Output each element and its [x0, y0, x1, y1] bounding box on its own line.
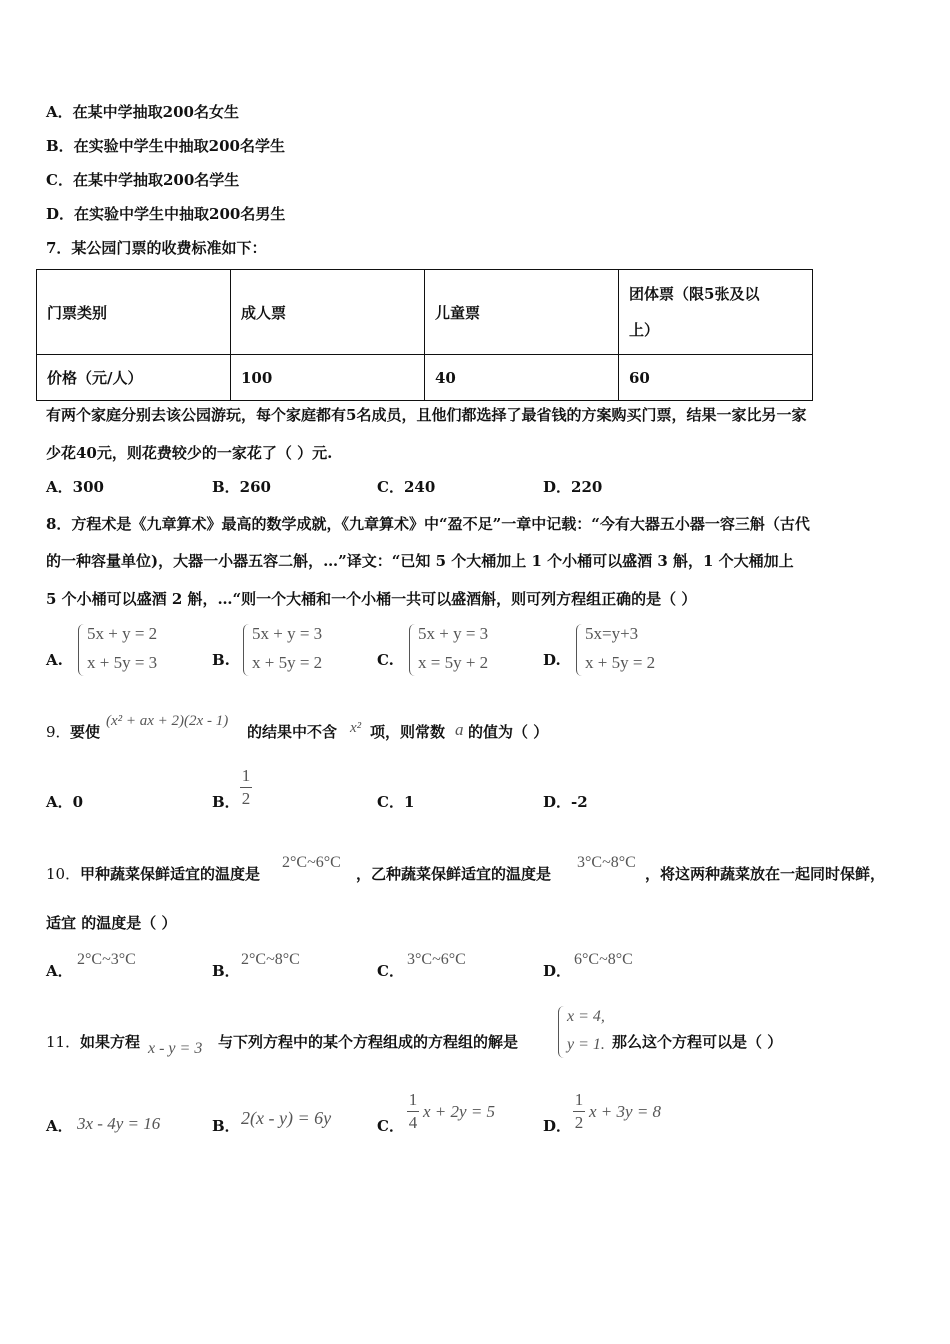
q10-number: 10． [46, 865, 81, 883]
q7-option-a: A．300 [46, 478, 104, 496]
q9-text-1: 要使 [70, 723, 101, 741]
q9-expression: (x² + ax + 2)(2x - 1) [106, 713, 229, 729]
table-cell: 儿童票 [425, 270, 619, 355]
q10-option-a: 2°C~3°C [77, 951, 136, 968]
q9-option-c: C．1 [377, 793, 415, 811]
q10-label-a: A． [46, 962, 73, 980]
q8-label-b: B. [212, 651, 230, 669]
q9-option-b: B． [212, 793, 240, 811]
q11-option-a: 3x - 4y = 16 [77, 1114, 161, 1133]
denominator: 2 [574, 1113, 584, 1132]
q9-text-4: 的值为（ ） [468, 723, 549, 741]
q9-text-3: 项，则常数 [370, 723, 446, 741]
q11-text-2: 与下列方程中的某个方程组成的方程组的解是 [218, 1033, 519, 1051]
table-cell: 60 [619, 355, 813, 401]
table-cell: 40 [425, 355, 619, 401]
q9-number: 9． [46, 723, 71, 741]
table-row [37, 270, 813, 355]
equation: x = 5y + 2 [418, 653, 489, 672]
q7-option-c: C．240 [377, 478, 436, 496]
ticket-price-table [36, 269, 813, 401]
q11-label-d: D． [543, 1117, 572, 1135]
q10-option-d: 6°C~8°C [574, 951, 633, 968]
numerator: 1 [574, 1090, 584, 1109]
q10-label-b: B． [212, 962, 240, 980]
q11-option-c: x + 2y = 5 [423, 1102, 496, 1121]
equation: x + 5y = 2 [585, 653, 656, 672]
q11-text-3: 那么这个方程可以是（ ） [612, 1033, 783, 1051]
q8-label-d: D. [543, 651, 561, 669]
q9-x-squared: x² [350, 720, 362, 736]
q9-a: a [455, 720, 464, 739]
q8-line-2: 的一种容量单位)，大器一小器五容二斛，…”译文：“已知 5 个大桶加上 1 个小桶可以盛酒 3 斛，1 个大桶加上 [46, 552, 794, 570]
equation: 5x + y = 3 [252, 624, 323, 643]
q10-option-b: 2°C~8°C [241, 951, 300, 968]
table-cell: 门票类别 [37, 270, 231, 355]
q9-option-d: D．-2 [543, 793, 588, 811]
q11-label-b: B． [212, 1117, 240, 1135]
solution-x: x = 4, [567, 1008, 605, 1025]
q6-option-d: D．在实验中学生中抽取200名男生 [46, 205, 286, 223]
q11-equation: x - y = 3 [148, 1040, 203, 1057]
q7-text-1: 有两个家庭分别去该公园游玩，每个家庭都有5名成员，且他们都选择了最省钱的方案购买门票，结果一家比另一家 [46, 406, 807, 424]
q7-stem: 7．某公园门票的收费标准如下： [46, 239, 267, 257]
denominator: 2 [241, 789, 251, 808]
denominator: 4 [408, 1113, 418, 1132]
q6-option-b: B．在实验中学生中抽取200名学生 [46, 137, 285, 155]
table-cell [619, 270, 813, 355]
q11-text-1: 如果方程 [80, 1033, 141, 1051]
q9-fraction [240, 766, 252, 809]
q9-text-2: 的结果中不含 [247, 723, 338, 741]
group-ticket-label-cont: 上） [629, 321, 660, 339]
q10-label-d: D． [543, 962, 572, 980]
q10-range-1: 2°C~6°C [282, 854, 341, 871]
group-ticket-label: 团体票（限5张及以 [629, 285, 760, 303]
q8-line-3: 5 个小桶可以盛酒 2 斛，…“则一个大桶和一个小桶一共可以盛酒斛，则可列方程组正确的是（ ） [46, 590, 697, 608]
q11-option-c-fraction [407, 1090, 419, 1133]
table-cell: 成人票 [231, 270, 425, 355]
q10-option-c: 3°C~6°C [407, 951, 466, 968]
equation: 5x + y = 2 [87, 624, 158, 643]
q11-option-b: 2(x - y) = 6y [241, 1108, 332, 1128]
q9-option-a: A．0 [46, 793, 84, 811]
q6-option-c: C．在某中学抽取200名学生 [46, 171, 240, 189]
q7-option-b: B．260 [212, 478, 271, 496]
equation: x + 5y = 3 [87, 653, 158, 672]
equation: 5x=y+3 [585, 624, 639, 643]
numerator: 1 [241, 766, 251, 785]
q7-text-2: 少花40元，则花费较少的一家花了（ ）元. [46, 444, 333, 462]
equation: x + 5y = 2 [252, 653, 323, 672]
q8-label-c: C. [377, 651, 394, 669]
q11-option-d: x + 3y = 8 [589, 1102, 662, 1121]
q7-option-d: D．220 [543, 478, 603, 496]
q10-range-2: 3°C~8°C [577, 854, 636, 871]
q10-text-3: ，将这两种蔬菜放在一起同时保鲜， [645, 865, 886, 883]
q10-text-2: ，乙种蔬菜保鲜适宜的温度是 [356, 865, 552, 883]
q11-number: 11． [46, 1033, 81, 1051]
q8-line-1: 8．方程术是《九章算术》最高的数学成就，《九章算术》中“盈不足”一章中记载：“今有大器五小器一容三斛（古代 [46, 515, 810, 533]
solution-y: y = 1. [567, 1036, 605, 1053]
q10-text-1: 甲种蔬菜保鲜适宜的温度是 [80, 865, 261, 883]
table-cell: 价格（元/人） [37, 355, 231, 401]
table-row [37, 355, 813, 401]
equation: 5x + y = 3 [418, 624, 489, 643]
q10-label-c: C． [377, 962, 404, 980]
q11-option-d-fraction [573, 1090, 585, 1133]
q8-label-a: A. [46, 651, 63, 669]
table-cell: 100 [231, 355, 425, 401]
numerator: 1 [408, 1090, 418, 1109]
q6-option-a: A．在某中学抽取200名女生 [46, 103, 239, 121]
q11-label-c: C． [377, 1117, 404, 1135]
q10-line-2: 适宜 的温度是（ ） [46, 914, 177, 932]
q11-label-a: A． [46, 1117, 73, 1135]
